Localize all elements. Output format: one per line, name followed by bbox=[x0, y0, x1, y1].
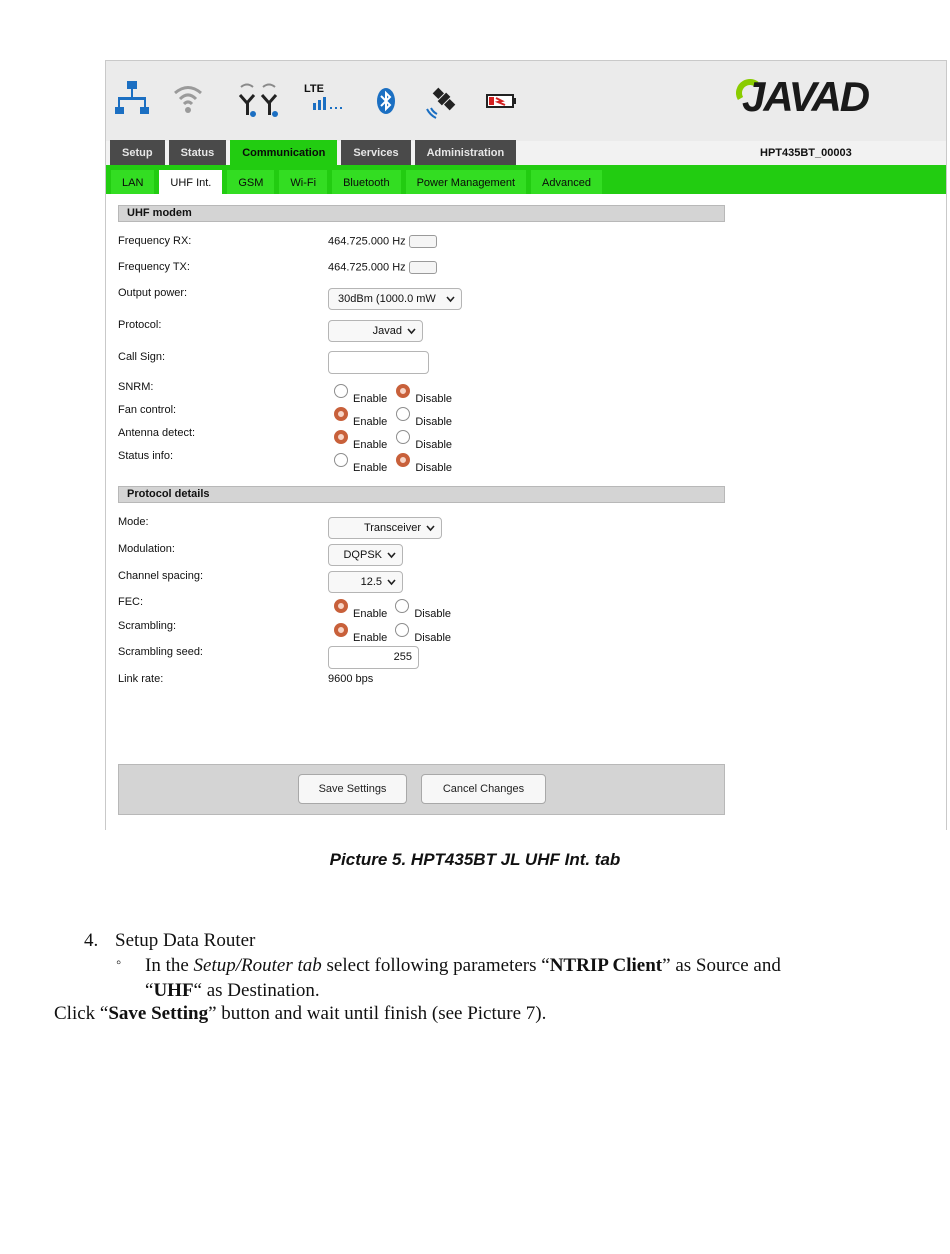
lte-signal-icon[interactable] bbox=[312, 95, 346, 111]
wifi-icon[interactable] bbox=[172, 79, 204, 117]
bullet-text-bold-source: NTRIP Client bbox=[549, 955, 663, 976]
snrm-radio-group bbox=[334, 384, 453, 405]
antenna-detect-disable-radio[interactable] bbox=[396, 430, 410, 444]
bullet-text-post: ” as Source and bbox=[662, 955, 781, 976]
bullet-text-italic: Setup/Router tab bbox=[193, 955, 322, 976]
sub-tabs bbox=[111, 170, 602, 194]
bullet-text-pre: In the bbox=[145, 955, 194, 976]
subtab-power-management[interactable]: Power Management bbox=[406, 170, 526, 194]
subtab-lan[interactable]: LAN bbox=[111, 170, 154, 194]
fec-radio-group bbox=[334, 599, 452, 620]
fec-enable-radio[interactable] bbox=[334, 599, 348, 613]
click-text-bold: Save Setting bbox=[108, 1003, 209, 1024]
logo-text: JAVAD bbox=[742, 75, 869, 115]
status-info-enable-radio[interactable] bbox=[334, 453, 348, 467]
scrambling-seed-label: Scrambling seed: bbox=[118, 646, 203, 658]
fan-control-label: Fan control: bbox=[118, 404, 177, 416]
modulation-select[interactable] bbox=[328, 544, 403, 566]
snrm-disable-radio[interactable] bbox=[396, 384, 410, 398]
scrambling-enable-radio[interactable] bbox=[334, 623, 348, 637]
step-title: Setup Data Router bbox=[115, 930, 256, 951]
status-info-disable-label: Disable bbox=[415, 462, 453, 474]
bullet-marker: ◦ bbox=[116, 955, 122, 971]
fec-label: FEC: bbox=[118, 596, 144, 608]
modulation-label: Modulation: bbox=[118, 543, 175, 555]
action-bar bbox=[118, 764, 725, 815]
bullet-text-mid: select following parameters “ bbox=[321, 955, 550, 976]
antenna-detect-disable-label: Disable bbox=[415, 439, 453, 451]
modulation-value: DQPSK bbox=[343, 549, 382, 561]
snrm-disable-label: Disable bbox=[415, 393, 453, 405]
chevron-down-icon bbox=[387, 551, 396, 559]
status-info-enable-label: Enable bbox=[353, 462, 388, 474]
click-instruction bbox=[54, 1003, 546, 1025]
frequency-rx-row bbox=[328, 235, 437, 248]
satellite-icon[interactable] bbox=[424, 85, 460, 121]
mode-value: Transceiver bbox=[363, 522, 421, 534]
fan-control-disable-radio[interactable] bbox=[396, 407, 410, 421]
scrambling-disable-label: Disable bbox=[414, 632, 452, 644]
lan-icon[interactable] bbox=[114, 79, 150, 117]
frequency-rx-label: Frequency RX: bbox=[118, 235, 192, 247]
frequency-tx-label: Frequency TX: bbox=[118, 261, 190, 273]
subtab-uhf-int[interactable]: UHF Int. bbox=[159, 170, 222, 194]
frequency-tx-row bbox=[328, 261, 437, 274]
tab-communication[interactable]: Communication bbox=[230, 140, 337, 167]
click-text-pre: Click “ bbox=[54, 1003, 109, 1024]
link-rate-value: 9600 bps bbox=[328, 673, 374, 685]
subtab-bluetooth[interactable]: Bluetooth bbox=[332, 170, 400, 194]
mode-label: Mode: bbox=[118, 516, 149, 528]
cancel-changes-button[interactable]: Cancel Changes bbox=[421, 774, 546, 804]
bluetooth-icon[interactable] bbox=[376, 87, 396, 115]
protocol-details-header: Protocol details bbox=[118, 486, 725, 503]
antenna-detect-enable-label: Enable bbox=[353, 439, 388, 451]
save-settings-button[interactable]: Save Settings bbox=[298, 774, 407, 804]
bullet-line2-post: “ as Destination. bbox=[193, 980, 320, 1001]
web-ui-screenshot bbox=[105, 60, 947, 830]
fec-enable-label: Enable bbox=[353, 608, 388, 620]
frequency-tx-button[interactable] bbox=[409, 261, 437, 274]
fan-control-enable-label: Enable bbox=[353, 416, 388, 428]
chevron-down-icon bbox=[387, 578, 396, 586]
scrambling-enable-label: Enable bbox=[353, 632, 388, 644]
device-id: HPT435BT_00003 bbox=[760, 147, 852, 159]
scrambling-disable-radio[interactable] bbox=[395, 623, 409, 637]
output-power-select[interactable] bbox=[328, 288, 462, 310]
call-sign-input[interactable] bbox=[328, 351, 429, 374]
status-icon-bar bbox=[106, 61, 946, 141]
chevron-down-icon bbox=[407, 327, 416, 335]
subtab-advanced[interactable]: Advanced bbox=[531, 170, 602, 194]
antenna-detect-label: Antenna detect: bbox=[118, 427, 196, 439]
link-rate-label: Link rate: bbox=[118, 673, 164, 685]
frequency-rx-button[interactable] bbox=[409, 235, 437, 248]
channel-spacing-label: Channel spacing: bbox=[118, 570, 204, 582]
snrm-enable-radio[interactable] bbox=[334, 384, 348, 398]
status-info-radio-group bbox=[334, 453, 453, 474]
antenna-detect-enable-radio[interactable] bbox=[334, 430, 348, 444]
output-power-label: Output power: bbox=[118, 287, 188, 299]
chevron-down-icon bbox=[446, 295, 455, 303]
tab-administration[interactable]: Administration bbox=[415, 140, 517, 166]
bullet-line-1 bbox=[145, 955, 781, 977]
mode-select[interactable] bbox=[328, 517, 442, 539]
output-power-value: 30dBm (1000.0 mW bbox=[338, 293, 436, 305]
protocol-select[interactable] bbox=[328, 320, 423, 342]
fec-disable-label: Disable bbox=[414, 608, 452, 620]
antenna-detect-radio-group bbox=[334, 430, 453, 451]
snrm-enable-label: Enable bbox=[353, 393, 388, 405]
step-number: 4. bbox=[84, 930, 99, 951]
fan-control-radio-group bbox=[334, 407, 453, 428]
chevron-down-icon bbox=[426, 524, 435, 532]
fan-control-disable-label: Disable bbox=[415, 416, 453, 428]
status-info-label: Status info: bbox=[118, 450, 174, 462]
scrambling-label: Scrambling: bbox=[118, 620, 177, 632]
bullet-text-bold-destination: UHF bbox=[153, 980, 194, 1001]
tab-setup[interactable]: Setup bbox=[110, 140, 165, 166]
fan-control-enable-radio[interactable] bbox=[334, 407, 348, 421]
subtab-gsm[interactable]: GSM bbox=[227, 170, 274, 194]
frequency-rx-value: 464.725.000 Hz bbox=[328, 235, 406, 248]
tab-status[interactable]: Status bbox=[169, 140, 227, 166]
channel-spacing-select[interactable] bbox=[328, 571, 403, 593]
tab-services[interactable]: Services bbox=[341, 140, 410, 166]
lte-label: LTE bbox=[304, 83, 324, 95]
protocol-value: Javad bbox=[372, 325, 402, 337]
battery-icon[interactable] bbox=[486, 93, 518, 109]
subtab-wifi[interactable]: Wi-Fi bbox=[279, 170, 327, 194]
channel-spacing-value: 12.5 bbox=[360, 576, 382, 588]
status-info-disable-radio[interactable] bbox=[396, 453, 410, 467]
protocol-label: Protocol: bbox=[118, 319, 162, 331]
bullet-line-2 bbox=[145, 980, 320, 1002]
settings-content bbox=[106, 194, 946, 830]
javad-logo bbox=[736, 75, 932, 115]
click-text-post: ” button and wait until finish (see Picture 7). bbox=[208, 1003, 547, 1024]
fec-disable-radio[interactable] bbox=[395, 599, 409, 613]
bullet-line2-pre: “ bbox=[145, 980, 154, 1001]
main-tabs bbox=[110, 140, 516, 166]
scrambling-seed-input[interactable]: 255 bbox=[328, 646, 419, 669]
snrm-label: SNRM: bbox=[118, 381, 154, 393]
figure-caption: Picture 5. HPT435BT JL UHF Int. tab bbox=[329, 850, 621, 869]
uhf-modem-header: UHF modem bbox=[118, 205, 725, 222]
frequency-tx-value: 464.725.000 Hz bbox=[328, 261, 406, 274]
antenna-icon[interactable] bbox=[236, 81, 282, 119]
call-sign-label: Call Sign: bbox=[118, 351, 166, 363]
scrambling-radio-group bbox=[334, 623, 452, 644]
